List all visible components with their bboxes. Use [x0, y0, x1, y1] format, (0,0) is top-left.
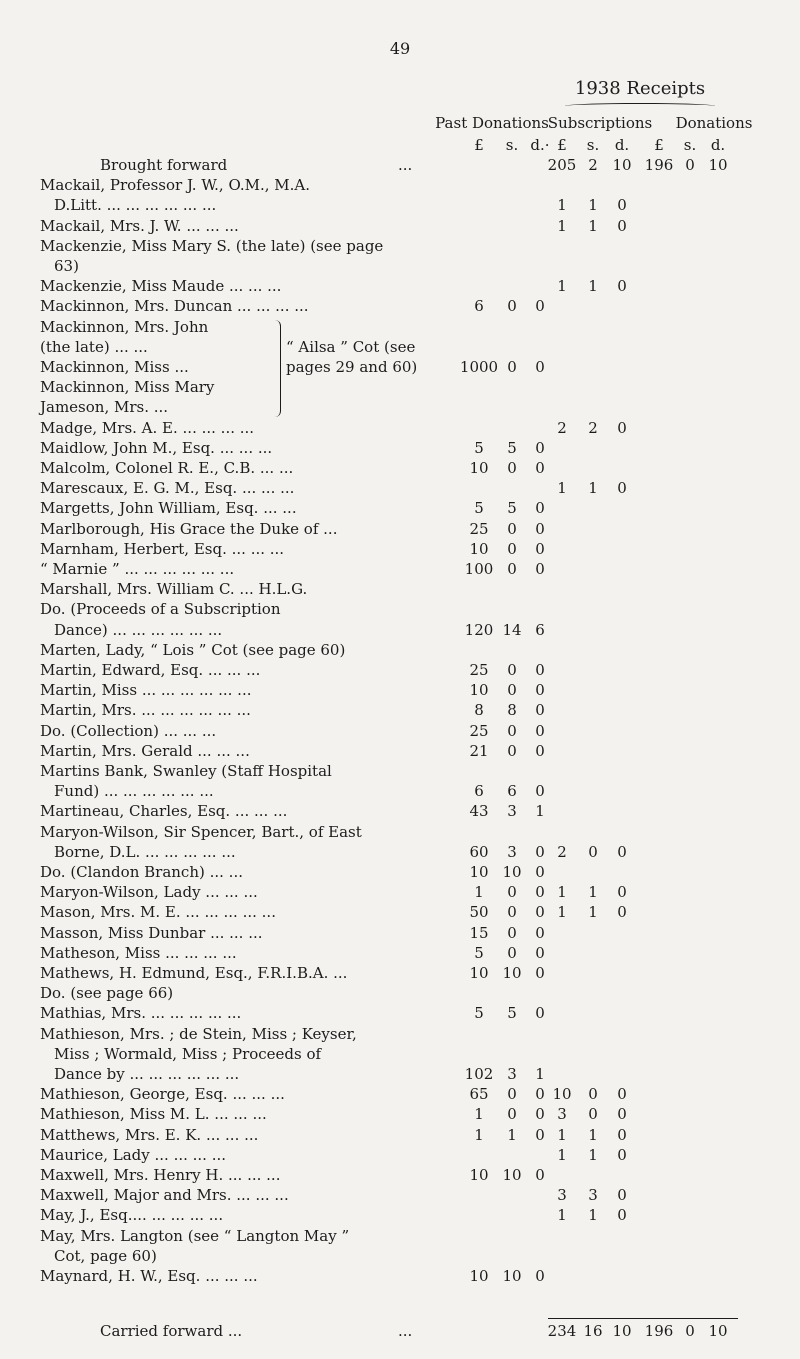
entry-30-past-pounds: 1	[474, 883, 484, 902]
entry-17-past-pounds: 100	[464, 560, 494, 578]
entry-34-past-pounds: 10	[469, 964, 489, 982]
entry-23-past-pence: 0	[535, 701, 545, 720]
entry-43-subs-pounds: 3	[557, 1186, 567, 1205]
entry-8-line-0: Mackinnon, Miss Mary	[40, 378, 215, 397]
entry-42-past-pounds: 10	[469, 1166, 489, 1184]
entry-14-line-0: Margetts, John William, Esq. ... ...	[40, 499, 297, 518]
unit-past-2: d.·	[530, 136, 550, 154]
unit-don-0: £	[654, 136, 664, 154]
entry-21-past-pence: 0	[535, 661, 545, 679]
entry-38-subs-pounds: 10	[552, 1085, 572, 1104]
entry-28-subs-pounds: 2	[557, 842, 567, 861]
entry-39-line-0: Mathieson, Miss M. L. ... ... ...	[40, 1105, 267, 1124]
entry-18-line-0: Marshall, Mrs. William C. ... H.L.G.	[40, 580, 308, 599]
carried-forward-dots: ...	[398, 1322, 413, 1340]
entry-38-past-pounds: 65	[469, 1085, 489, 1104]
carried-forward-don-pounds: 196	[644, 1322, 674, 1340]
entry-22-line-0: Martin, Miss ... ... ... ... ... ...	[40, 681, 252, 700]
entry-14-past-pounds: 5	[474, 499, 484, 518]
entry-19-line-1: Dance) ... ... ... ... ... ...	[54, 620, 223, 639]
entry-23-past-pounds: 8	[474, 701, 484, 720]
entry-43-subs-pence: 0	[617, 1186, 627, 1205]
brought-forward-label: Brought forward	[100, 156, 228, 174]
entry-19-past-pence: 6	[535, 620, 545, 639]
entry-14-past-pence: 0	[535, 499, 545, 518]
entry-26-past-shillings: 6	[507, 782, 517, 801]
entry-26-line-1: Fund) ... ... ... ... ... ...	[54, 782, 214, 801]
entry-44-line-0: May, J., Esq.... ... ... ... ...	[40, 1206, 224, 1225]
entry-37-past-pence: 1	[535, 1065, 545, 1083]
entry-16-past-shillings: 0	[507, 539, 517, 558]
entry-28-subs-shillings: 0	[588, 842, 598, 861]
unit-subs-1: s.	[586, 136, 600, 154]
entry-26-past-pounds: 6	[474, 782, 484, 801]
entry-36-past-pence: 0	[535, 1004, 545, 1023]
group-note-line-1: pages 29 and 60)	[286, 358, 418, 376]
entry-25-past-pounds: 21	[469, 741, 489, 760]
entry-31-subs-pounds: 1	[557, 903, 567, 922]
entry-19-past-pounds: 120	[464, 620, 494, 639]
entry-33-past-pence: 0	[535, 943, 545, 962]
entry-3-subs-pounds: 1	[557, 277, 567, 296]
entry-0-subs-pounds: 1	[557, 196, 567, 215]
entry-28-past-pounds: 60	[469, 842, 489, 861]
entry-39-subs-pence: 0	[617, 1105, 627, 1124]
entry-34-line-0: Mathews, H. Edmund, Esq., F.R.I.B.A. ...	[40, 964, 348, 982]
entry-15-past-pounds: 25	[469, 519, 489, 538]
entry-34-past-shillings: 10	[502, 964, 522, 982]
entry-25-line-0: Martin, Mrs. Gerald ... ... ...	[40, 741, 250, 760]
col-past-donations: Past Donations	[435, 114, 549, 132]
brought-forward-subs-pence: 10	[612, 156, 632, 174]
entry-27-past-shillings: 3	[507, 802, 517, 821]
entry-41-subs-pounds: 1	[557, 1145, 567, 1164]
entry-1-line-0: Mackail, Mrs. J. W. ... ... ...	[40, 216, 239, 235]
entry-28-past-pence: 0	[535, 842, 545, 861]
entry-36-line-0: Mathias, Mrs. ... ... ... ... ...	[40, 1004, 242, 1023]
entry-28-line-1: Borne, D.L. ... ... ... ... ...	[54, 842, 236, 861]
entry-30-past-pence: 0	[535, 883, 545, 902]
entry-3-subs-shillings: 1	[588, 277, 598, 296]
entry-15-line-0: Marlborough, His Grace the Duke of ...	[40, 519, 338, 538]
entry-11-past-pence: 0	[535, 438, 545, 457]
unit-subs-2: d.	[614, 136, 630, 154]
entry-46-line-0: Maynard, H. W., Esq. ... ... ...	[40, 1267, 258, 1285]
entry-28-line-0: Maryon-Wilson, Sir Spencer, Bart., of East	[40, 822, 362, 841]
entry-20-line-0: Marten, Lady, “ Lois ” Cot (see page 60)	[40, 640, 346, 659]
carried-forward-subs-pounds: 234	[547, 1322, 577, 1340]
entry-46-past-pounds: 10	[469, 1267, 489, 1285]
group-brace	[272, 320, 281, 417]
entry-19-line-0: Do. (Proceeds of a Subscription	[40, 600, 281, 619]
entry-10-line-0: Madge, Mrs. A. E. ... ... ... ...	[40, 418, 255, 437]
entry-35-line-0: Do. (see page 66)	[40, 984, 174, 1003]
entry-31-past-pounds: 50	[469, 903, 489, 922]
entry-24-past-shillings: 0	[507, 721, 517, 740]
brought-forward-don-pounds: 196	[644, 156, 674, 174]
entry-38-subs-shillings: 0	[588, 1085, 598, 1104]
entry-12-past-pence: 0	[535, 459, 545, 477]
entry-29-line-0: Do. (Clandon Branch) ... ...	[40, 863, 243, 881]
unit-subs-0: £	[557, 136, 567, 154]
carried-forward-subs-pence: 10	[612, 1322, 632, 1340]
entry-39-subs-shillings: 0	[588, 1105, 598, 1124]
entry-7-line-0: Mackinnon, Miss ...	[40, 358, 189, 376]
unit-don-1: s.	[683, 136, 697, 154]
entry-37-past-pounds: 102	[464, 1065, 494, 1083]
carried-forward-label: Carried forward ...	[100, 1322, 243, 1340]
group-note-line-0: “ Ailsa ” Cot (see	[286, 337, 416, 356]
brought-forward-don-pence: 10	[708, 156, 728, 174]
entry-26-line-0: Martins Bank, Swanley (Staff Hospital	[40, 762, 332, 780]
entry-4-past-pence: 0	[535, 297, 545, 316]
entry-14-past-shillings: 5	[507, 499, 517, 518]
entry-29-past-shillings: 10	[502, 863, 522, 881]
brought-forward-subs-shillings: 2	[588, 156, 598, 174]
entry-26-past-pence: 0	[535, 782, 545, 801]
entry-28-past-shillings: 3	[507, 842, 517, 861]
entry-10-subs-pence: 0	[617, 418, 627, 437]
entry-12-past-shillings: 0	[507, 459, 517, 477]
entry-13-subs-pounds: 1	[557, 479, 567, 498]
entry-25-past-shillings: 0	[507, 741, 517, 760]
entry-33-line-0: Matheson, Miss ... ... ... ...	[40, 943, 237, 962]
entry-7-past-pence: 0	[535, 358, 545, 376]
entry-36-past-pounds: 5	[474, 1004, 484, 1023]
entry-32-line-0: Masson, Miss Dunbar ... ... ...	[40, 923, 263, 942]
entry-7-past-shillings: 0	[507, 358, 517, 376]
entry-11-line-0: Maidlow, John M., Esq. ... ... ...	[40, 438, 273, 457]
carried-forward-subs-shillings: 16	[583, 1322, 603, 1340]
entry-30-past-shillings: 0	[507, 883, 517, 902]
entry-11-past-pounds: 5	[474, 438, 484, 457]
entry-37-line-1: Miss ; Wormald, Miss ; Proceeds of	[54, 1044, 322, 1063]
entry-9-line-0: Jameson, Mrs. ...	[40, 398, 169, 417]
entry-39-subs-pounds: 3	[557, 1105, 567, 1124]
entry-12-line-0: Malcolm, Colonel R. E., C.B. ... ...	[40, 459, 294, 477]
entry-0-subs-shillings: 1	[588, 196, 598, 215]
entry-40-line-0: Matthews, Mrs. E. K. ... ... ...	[40, 1125, 259, 1144]
carried-forward-don-pence: 10	[708, 1322, 728, 1340]
entry-38-past-pence: 0	[535, 1085, 545, 1104]
entry-17-past-pence: 0	[535, 560, 545, 578]
entry-46-past-shillings: 10	[502, 1267, 522, 1285]
entry-17-line-0: “ Marnie ” ... ... ... ... ... ...	[40, 560, 235, 578]
unit-don-2: d.	[710, 136, 726, 154]
entry-21-line-0: Martin, Edward, Esq. ... ... ...	[40, 661, 261, 679]
entry-30-subs-pence: 0	[617, 883, 627, 902]
entry-27-past-pence: 1	[535, 802, 545, 821]
entry-24-line-0: Do. (Collection) ... ... ...	[40, 721, 217, 740]
entry-29-past-pence: 0	[535, 863, 545, 881]
entry-38-subs-pence: 0	[617, 1085, 627, 1104]
entry-31-subs-pence: 0	[617, 903, 627, 922]
entry-1-subs-shillings: 1	[588, 216, 598, 235]
entry-37-line-0: Mathieson, Mrs. ; de Stein, Miss ; Keyser,	[40, 1024, 357, 1043]
entry-16-past-pounds: 10	[469, 539, 489, 558]
entry-25-past-pence: 0	[535, 741, 545, 760]
entry-38-past-shillings: 0	[507, 1085, 517, 1104]
entry-31-subs-shillings: 1	[588, 903, 598, 922]
entry-1-subs-pounds: 1	[557, 216, 567, 235]
entry-27-line-0: Martineau, Charles, Esq. ... ... ...	[40, 802, 288, 821]
entry-31-past-pence: 0	[535, 903, 545, 922]
entry-32-past-pence: 0	[535, 923, 545, 942]
entry-42-past-shillings: 10	[502, 1166, 522, 1184]
entry-2-line-0: Mackenzie, Miss Mary S. (the late) (see page	[40, 236, 384, 255]
col-subscriptions: Subscriptions	[547, 114, 653, 132]
entry-40-subs-pounds: 1	[557, 1125, 567, 1144]
entry-22-past-pounds: 10	[469, 681, 489, 700]
entry-45-line-1: Cot, page 60)	[54, 1246, 157, 1265]
entry-36-past-shillings: 5	[507, 1004, 517, 1023]
entry-29-past-pounds: 10	[469, 863, 489, 881]
entry-15-past-pence: 0	[535, 519, 545, 538]
entry-15-past-shillings: 0	[507, 519, 517, 538]
entry-30-subs-shillings: 1	[588, 883, 598, 902]
entry-12-past-pounds: 10	[469, 459, 489, 477]
entry-0-line-1: D.Litt. ... ... ... ... ... ...	[54, 196, 217, 215]
entry-45-line-0: May, Mrs. Langton (see “ Langton May ”	[40, 1226, 350, 1245]
entry-24-past-pence: 0	[535, 721, 545, 740]
entry-7-past-pounds: 1000	[459, 358, 499, 376]
entry-13-line-0: Marescaux, E. G. M., Esq. ... ... ...	[40, 479, 295, 498]
entry-2-line-1: 63)	[54, 257, 79, 275]
brought-forward-dots: ...	[398, 156, 413, 174]
entry-39-past-pence: 0	[535, 1105, 545, 1124]
entry-37-past-shillings: 3	[507, 1065, 517, 1083]
entry-33-past-pounds: 5	[474, 943, 484, 962]
entry-39-past-pounds: 1	[474, 1105, 484, 1124]
entry-22-past-pence: 0	[535, 681, 545, 700]
entry-4-past-shillings: 0	[507, 297, 517, 316]
entry-24-past-pounds: 25	[469, 721, 489, 740]
entry-3-subs-pence: 0	[617, 277, 627, 296]
entry-4-line-0: Mackinnon, Mrs. Duncan ... ... ... ...	[40, 297, 309, 316]
entry-40-subs-shillings: 1	[588, 1125, 598, 1144]
entry-23-line-0: Martin, Mrs. ... ... ... ... ... ...	[40, 701, 251, 720]
entry-32-past-pounds: 15	[469, 923, 489, 942]
unit-past-1: s.	[505, 136, 519, 154]
entry-38-line-0: Mathieson, George, Esq. ... ... ...	[40, 1085, 285, 1104]
entry-11-past-shillings: 5	[507, 438, 517, 457]
entry-40-past-shillings: 1	[507, 1125, 517, 1144]
entry-44-subs-pence: 0	[617, 1206, 627, 1225]
entry-5-line-0: Mackinnon, Mrs. John	[40, 317, 209, 336]
entry-30-subs-pounds: 1	[557, 883, 567, 902]
entry-46-past-pence: 0	[535, 1267, 545, 1285]
entry-21-past-pounds: 25	[469, 661, 489, 679]
entry-31-past-shillings: 0	[507, 903, 517, 922]
entry-0-subs-pence: 0	[617, 196, 627, 215]
entry-34-past-pence: 0	[535, 964, 545, 982]
entry-44-subs-shillings: 1	[588, 1206, 598, 1225]
entry-43-subs-shillings: 3	[588, 1186, 598, 1205]
entry-30-line-0: Maryon-Wilson, Lady ... ... ...	[40, 883, 258, 902]
entry-16-past-pence: 0	[535, 539, 545, 558]
entry-3-line-0: Mackenzie, Miss Maude ... ... ...	[40, 277, 282, 296]
entry-41-line-0: Maurice, Lady ... ... ... ...	[40, 1145, 227, 1164]
entry-27-past-pounds: 43	[469, 802, 489, 821]
carried-forward-don-shillings: 0	[685, 1322, 695, 1340]
page-number: 49	[389, 39, 411, 58]
entry-44-subs-pounds: 1	[557, 1206, 567, 1225]
entry-0-line-0: Mackail, Professor J. W., O.M., M.A.	[40, 176, 311, 195]
entry-33-past-shillings: 0	[507, 943, 517, 962]
entry-32-past-shillings: 0	[507, 923, 517, 942]
col-donations: Donations	[675, 114, 753, 132]
entry-6-line-0: (the late) ... ...	[40, 337, 148, 356]
entry-41-subs-shillings: 1	[588, 1145, 598, 1164]
header-brace	[565, 103, 715, 109]
entry-41-subs-pence: 0	[617, 1145, 627, 1164]
entry-16-line-0: Marnham, Herbert, Esq. ... ... ...	[40, 539, 285, 558]
entry-21-past-shillings: 0	[507, 661, 517, 679]
entry-1-subs-pence: 0	[617, 216, 627, 235]
receipts-title: 1938 Receipts	[574, 78, 706, 99]
unit-past-0: £	[474, 136, 484, 154]
entry-4-past-pounds: 6	[474, 297, 484, 316]
entry-10-subs-shillings: 2	[588, 418, 598, 437]
entry-40-past-pounds: 1	[474, 1125, 484, 1144]
entry-40-past-pence: 0	[535, 1125, 545, 1144]
entry-23-past-shillings: 8	[507, 701, 517, 720]
entry-39-past-shillings: 0	[507, 1105, 517, 1124]
entry-42-past-pence: 0	[535, 1166, 545, 1184]
brought-forward-subs-pounds: 205	[547, 156, 577, 174]
entry-31-line-0: Mason, Mrs. M. E. ... ... ... ... ...	[40, 903, 276, 922]
entry-22-past-shillings: 0	[507, 681, 517, 700]
entry-10-subs-pounds: 2	[557, 418, 567, 437]
total-rule	[548, 1318, 738, 1319]
entry-28-subs-pence: 0	[617, 842, 627, 861]
entry-17-past-shillings: 0	[507, 560, 517, 578]
entry-13-subs-shillings: 1	[588, 479, 598, 498]
brought-forward-don-shillings: 0	[685, 156, 695, 174]
entry-13-subs-pence: 0	[617, 479, 627, 498]
entry-37-line-2: Dance by ... ... ... ... ... ...	[54, 1065, 240, 1083]
entry-40-subs-pence: 0	[617, 1125, 627, 1144]
entry-19-past-shillings: 14	[502, 620, 522, 639]
entry-42-line-0: Maxwell, Mrs. Henry H. ... ... ...	[40, 1166, 281, 1184]
entry-43-line-0: Maxwell, Major and Mrs. ... ... ...	[40, 1186, 289, 1205]
